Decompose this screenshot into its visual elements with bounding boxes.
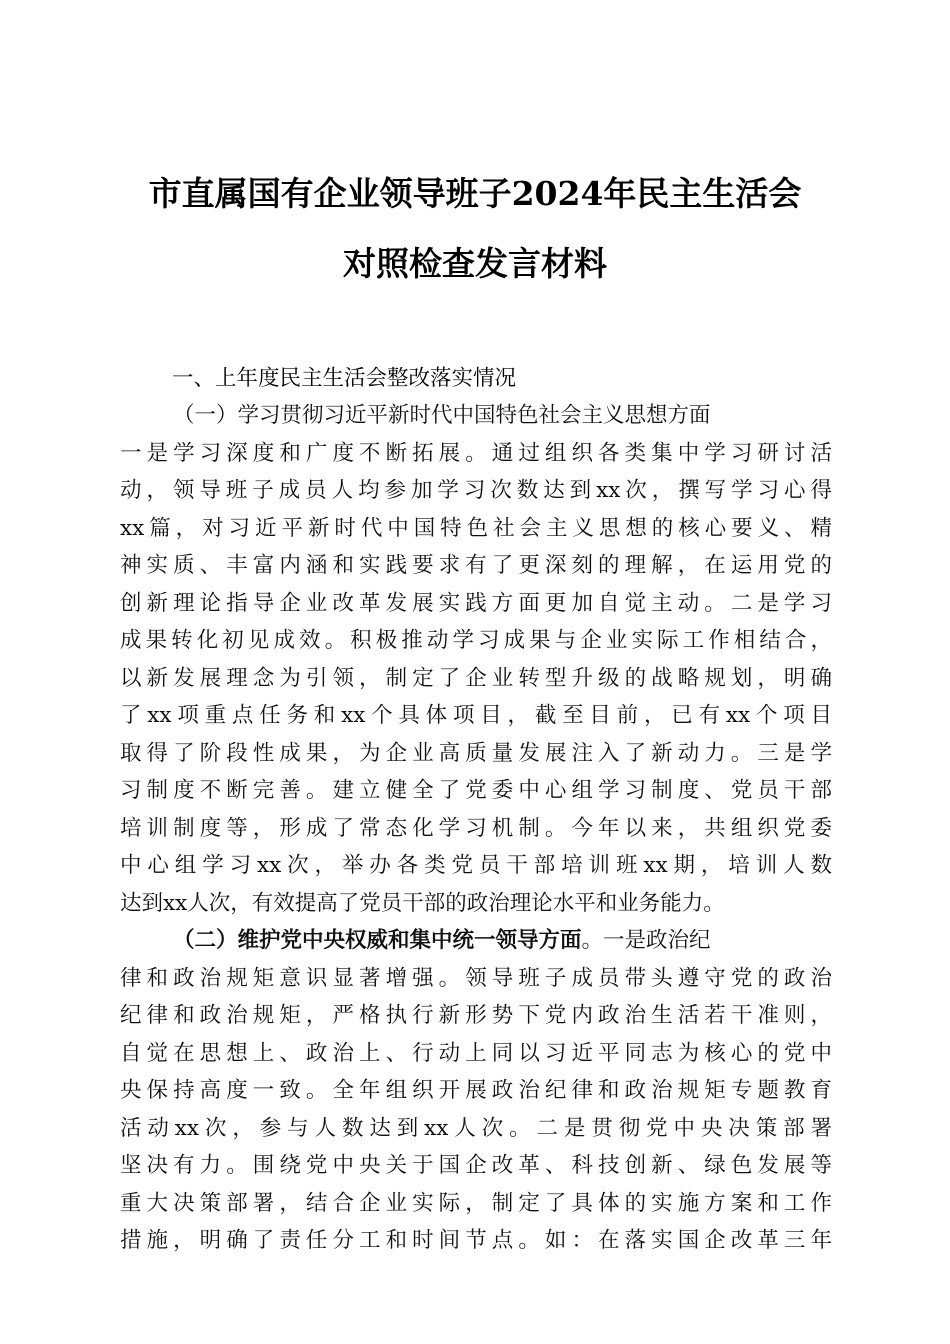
body-line: 创新理论指导企业改革发展实践方面更加自觉主动。二是学习: [120, 590, 832, 616]
body-line: 活动xx次，参与人数达到xx人次。二是贯彻党中央决策部署: [120, 1115, 832, 1141]
body-line: 坚决有力。围绕党中央关于国企改革、科技创新、绿色发展等: [120, 1153, 832, 1178]
subsection-heading-1: （一）学习贯彻习近平新时代中国特色社会主义思想方面: [173, 403, 711, 428]
body-line: 中心组学习xx次，举办各类党员干部培训班xx期，培训人数: [120, 853, 832, 878]
document-body: [120, 397, 832, 1260]
subsection-heading-2-line: [173, 922, 832, 960]
body-line-fragment: 。一是政治纪: [581, 928, 711, 953]
body-line: 重大决策部署，结合企业实际，制定了具体的实施方案和工作: [120, 1190, 832, 1216]
body-line: 神实质、丰富内涵和实践要求有了更深刻的理解，在运用党的: [120, 553, 832, 578]
body-line: 一是学习深度和广度不断拓展。通过组织各类集中学习研讨活: [120, 440, 832, 466]
body-line: 自觉在思想上、政治上、行动上同以习近平同志为核心的党中: [120, 1040, 832, 1066]
body-line: xx篇，对习近平新时代中国特色社会主义思想的核心要义、精: [120, 515, 832, 541]
body-line: 动，领导班子成员人均参加学习次数达到xx次，撰写学习心得: [120, 478, 832, 503]
body-line: 律和政治规矩意识显著增强。领导班子成员带头遵守党的政治: [120, 965, 832, 991]
document-title-line-2: 对照检查发言材料: [343, 244, 607, 283]
body-line: 措施，明确了责任分工和时间节点。如：在落实国企改革三年: [120, 1228, 832, 1253]
body-line: 培训制度等，形成了常态化学习机制。今年以来，共组织党委: [120, 815, 832, 841]
section-heading: 一、上年度民主生活会整改落实情况: [172, 366, 517, 391]
body-line: 习制度不断完善。建立健全了党委中心组学习制度、党员干部: [120, 778, 832, 803]
body-line: 纪律和政治规矩，严格执行新形势下党内政治生活若干准则，: [120, 1003, 832, 1028]
body-line: 了xx项重点任务和xx个具体项目，截至目前，已有xx个项目: [120, 703, 832, 728]
document-title-line-1: 市直属国有企业领导班子2024年民主生活会: [148, 174, 802, 213]
body-line: 以新发展理念为引领，制定了企业转型升级的战略规划，明确: [120, 665, 832, 691]
body-line: 央保持高度一致。全年组织开展政治纪律和政治规矩专题教育: [120, 1078, 832, 1103]
body-line: 取得了阶段性成果，为企业高质量发展注入了新动力。三是学: [120, 740, 832, 766]
subsection-heading-2: （二）维护党中央权威和集中统一领导方面: [173, 928, 582, 953]
body-line: 成果转化初见成效。积极推动学习成果与企业实际工作相结合，: [120, 628, 832, 653]
body-line: 达到xx人次，有效提高了党员干部的政治理论水平和业务能力。: [120, 890, 725, 916]
